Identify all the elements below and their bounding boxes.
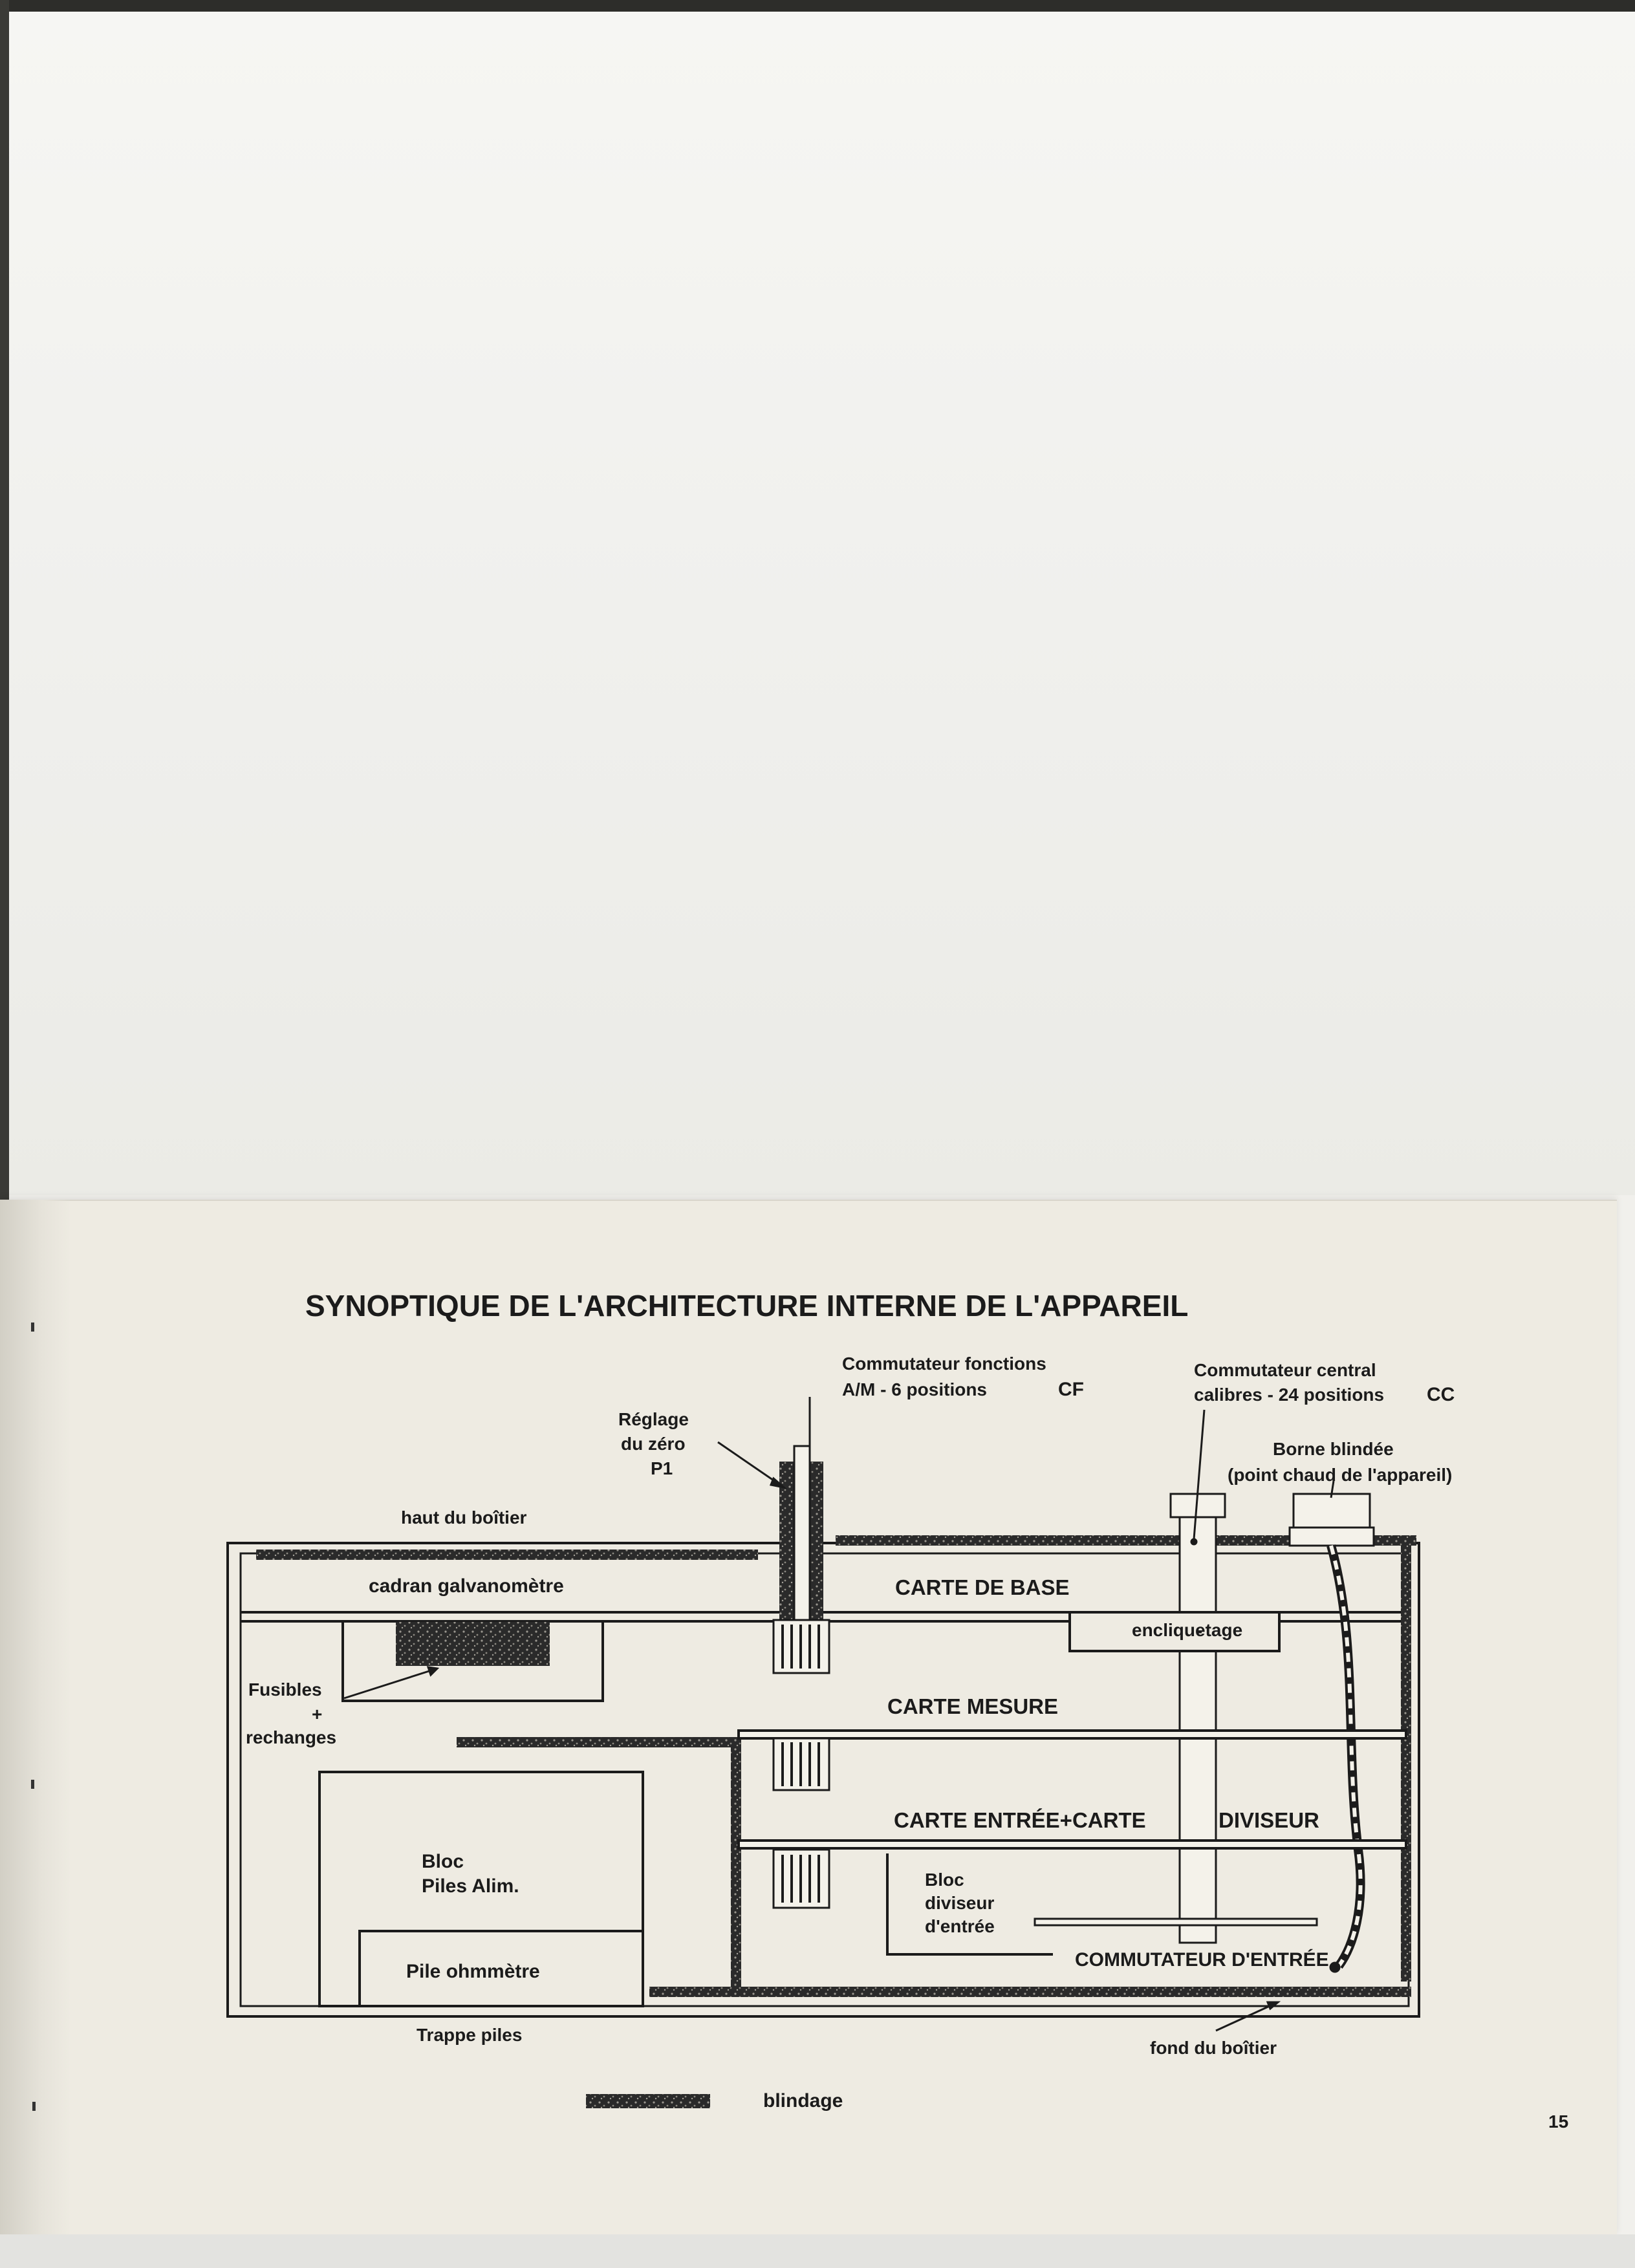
shielded-cable	[1330, 1546, 1361, 1972]
legend	[586, 2090, 843, 2111]
label-fuses-3: rechanges	[246, 1727, 337, 1747]
label-battery-block-1: Bloc	[422, 1851, 464, 1872]
label-shielded-terminal-1: Borne blindée	[1273, 1439, 1394, 1459]
shielded-terminal	[1290, 1494, 1374, 1546]
label-fuses-1: Fusibles	[248, 1679, 322, 1700]
label-input-divider-2: diviseur	[925, 1893, 995, 1913]
label-battery-block-2: Piles Alim.	[422, 1875, 519, 1897]
central-switch-shaft	[1171, 1494, 1225, 1943]
label-input-divider-3: d'entrée	[925, 1916, 995, 1936]
label-central-switch-2: calibres - 24 positions	[1194, 1385, 1385, 1405]
label-zero-adjust-2: du zéro	[621, 1434, 686, 1454]
label-ratchet: encliquetage	[1132, 1620, 1243, 1640]
legend-label: blindage	[763, 2090, 843, 2111]
labels	[246, 1354, 1455, 2058]
label-divider: DIVISEUR	[1218, 1808, 1319, 1832]
label-input-divider-1: Bloc	[925, 1870, 964, 1890]
label-measure-card: CARTE MESURE	[887, 1694, 1059, 1718]
label-central-switch-1: Commutateur central	[1194, 1360, 1376, 1380]
label-fuses-2: +	[312, 1704, 323, 1724]
label-function-switch-code: CF	[1058, 1379, 1084, 1400]
shield-bottom	[649, 1987, 1411, 1997]
label-base-card: CARTE DE BASE	[895, 1575, 1070, 1599]
label-zero-adjust-1: Réglage	[618, 1409, 689, 1429]
label-function-switch-2: A/M - 6 positions	[842, 1379, 987, 1399]
label-central-switch-code: CC	[1427, 1384, 1455, 1405]
label-case-bottom: fond du boîtier	[1150, 2038, 1277, 2058]
label-ohmmeter-battery: Pile ohmmètre	[406, 1961, 540, 1982]
shield-inner-vertical	[731, 1737, 741, 1996]
shield-inner-horizontal	[457, 1737, 741, 1747]
legend-shield-swatch	[586, 2094, 710, 2108]
diagram-title: SYNOPTIQUE DE L'ARCHITECTURE INTERNE DE L'APPAREIL	[305, 1289, 1189, 1323]
fuses-compartment	[343, 1621, 603, 1701]
binding-marks	[31, 1323, 36, 2111]
label-shielded-terminal-2: (point chaud de l'appareil)	[1228, 1465, 1453, 1485]
page-number: 15	[1548, 2111, 1569, 2132]
shield-right	[1401, 1535, 1411, 1982]
input-switch-rod	[1035, 1919, 1317, 1925]
label-input-card: CARTE ENTRÉE+CARTE	[894, 1808, 1146, 1832]
label-function-switch-1: Commutateur fonctions	[842, 1354, 1046, 1374]
label-galvanometer-dial: cadran galvanomètre	[369, 1575, 564, 1597]
label-case-top: haut du boîtier	[401, 1507, 527, 1528]
label-battery-hatch: Trappe piles	[417, 2025, 523, 2045]
shield-top-left	[256, 1550, 758, 1560]
label-input-switch: COMMUTATEUR D'ENTRÉE	[1075, 1949, 1329, 1971]
label-zero-adjust-3: P1	[651, 1458, 673, 1478]
